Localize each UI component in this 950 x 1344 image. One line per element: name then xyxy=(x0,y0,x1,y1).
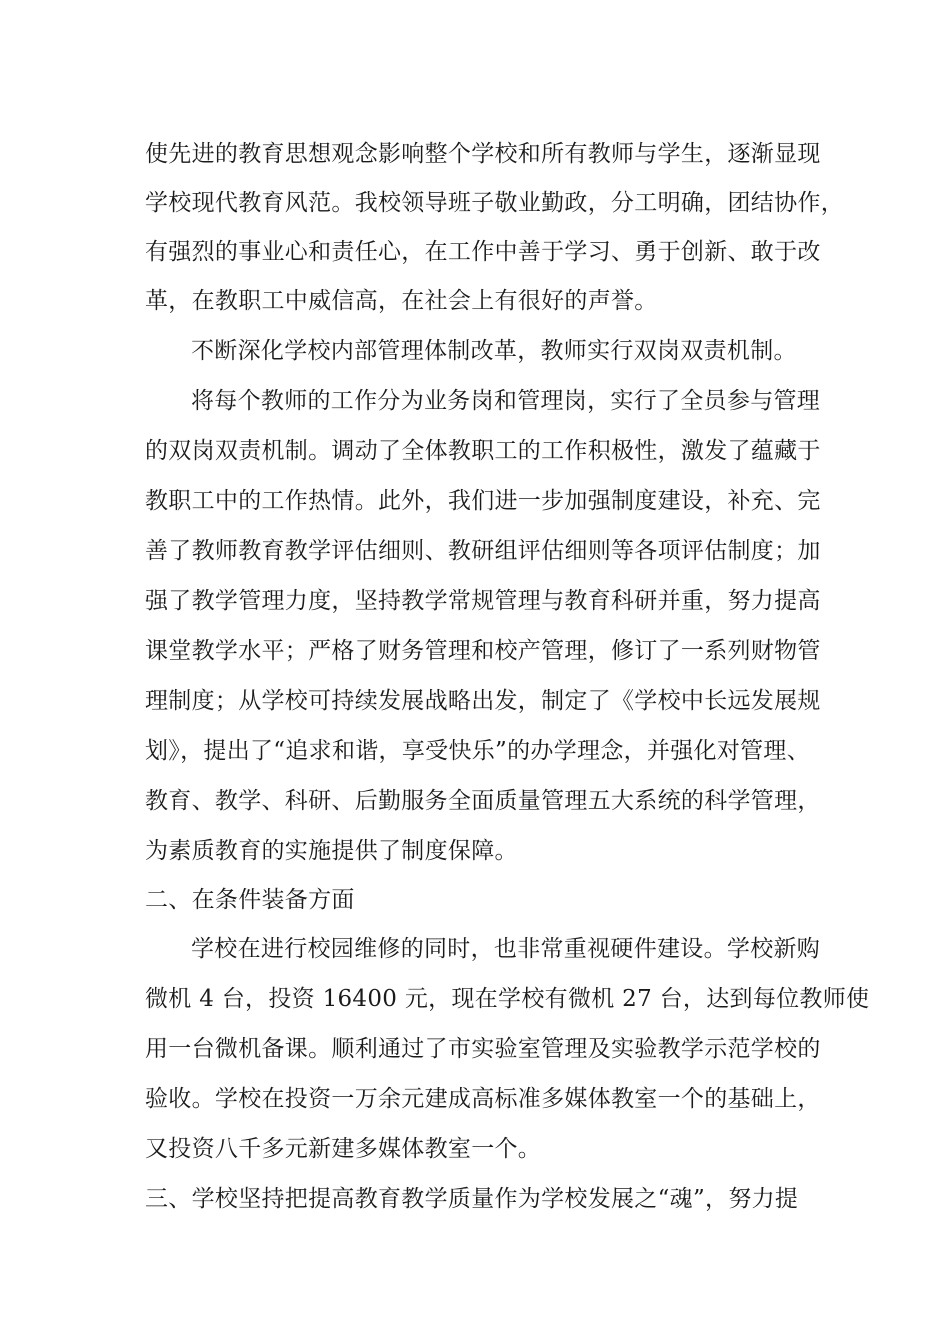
text-line: 用一台微机备课。顺利通过了市实验室管理及实验教学示范学校的 xyxy=(145,1036,821,1062)
text-line: 验收。学校在投资一万余元建成高标准多媒体教室一个的基础上， xyxy=(145,1086,821,1112)
paragraph-line: 不断深化学校内部管理体制改革，教师实行双岗双责机制。 xyxy=(191,338,797,364)
text-line: 学校现代教育风范。我校领导班子敬业勤政，分工明确，团结协作， xyxy=(145,190,844,216)
text-line: 课堂教学水平；严格了财务管理和校产管理，修订了一系列财物管 xyxy=(145,638,821,664)
text-line: 划》，提出了“追求和谐，享受快乐”的办学理念，并强化对管理、 xyxy=(145,738,811,764)
text-line: 微机 4 台，投资 16400 元，现在学校有微机 27 台，达到每位教师使 xyxy=(145,986,870,1012)
text-line: 教职工中的工作热情。此外，我们进一步加强制度建设，补充、完 xyxy=(145,488,821,514)
text-line: 为素质教育的实施提供了制度保障。 xyxy=(145,838,518,864)
paragraph-line: 将每个教师的工作分为业务岗和管理岗，实行了全员参与管理 xyxy=(191,388,821,414)
text-line: 善了教师教育教学评估细则、教研组评估细则等各项评估制度；加 xyxy=(145,538,821,564)
text-line: 理制度；从学校可持续发展战略出发，制定了《学校中长远发展规 xyxy=(145,688,821,714)
text-line: 强了教学管理力度，坚持教学常规管理与教育科研并重，努力提高 xyxy=(145,588,821,614)
text-line: 教育、教学、科研、后勤服务全面质量管理五大系统的科学管理， xyxy=(145,788,821,814)
text-line: 的双岗双责机制。调动了全体教职工的工作积极性，激发了蕴藏于 xyxy=(145,438,821,464)
text-line: 又投资八千多元新建多媒体教室一个。 xyxy=(145,1136,542,1162)
text-line: 使先进的教育思想观念影响整个学校和所有教师与学生，逐渐显现 xyxy=(145,141,821,167)
paragraph-line: 学校在进行校园维修的同时，也非常重视硬件建设。学校新购 xyxy=(191,936,821,962)
section-heading: 三、学校坚持把提高教育教学质量作为学校发展之“魂”，努力提 xyxy=(145,1186,799,1212)
text-line: 有强烈的事业心和责任心，在工作中善于学习、勇于创新、敢于改 xyxy=(145,239,821,265)
text-line: 革，在教职工中威信高，在社会上有很好的声誉。 xyxy=(145,288,658,314)
section-heading: 二、在条件装备方面 xyxy=(145,887,355,913)
